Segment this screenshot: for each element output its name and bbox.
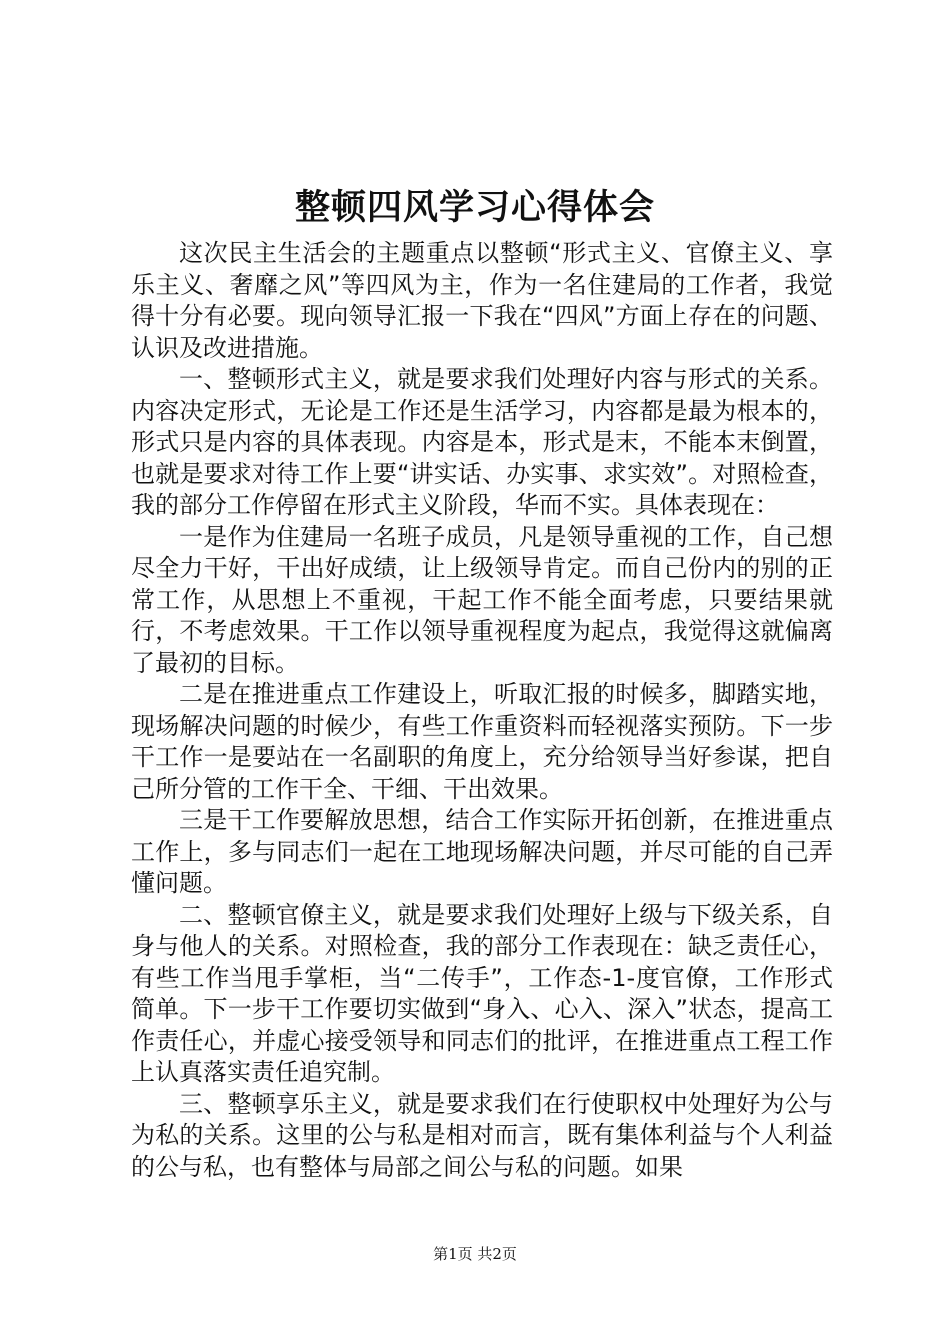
paragraph-point-three: 三是干工作要解放思想，结合工作实际开拓创新，在推进重点工作上，多与同志们一起在工地现场解决问题，并尽可能的自己弄懂问题。 [131, 806, 833, 897]
paragraph-bureaucratism: 二、整顿官僚主义，就是要求我们处理好上级与下级关系，自身与他人的关系。对照检查，我的部分工作表现在：缺乏责任心，有些工作当甩手掌柜，当“二传手”，工作态-1-度官僚，工作形式简单。下一步干工作要切实做到“身入、心入、深入”状态，提高工作责任心，并虚心接受领导和同志们的批评，在推进重点工程工作上认真落实责任追究制。 [131, 900, 833, 1086]
page-footer: 第1页 共2页 [433, 1245, 517, 1263]
paragraph-formalism: 一、整顿形式主义，就是要求我们处理好内容与形式的关系。内容决定形式，无论是工作还是生活学习，内容都是最为根本的，形式只是内容的具体表现。内容是本，形式是末，不能本末倒置，也就是要求对待工作上要“讲实话、办实事、求实效”。对照检查，我的部分工作停留在形式主义阶段，华而不实。具体表现在： [131, 365, 833, 519]
paragraph-point-one: 一是作为住建局一名班子成员，凡是领导重视的工作，自己想尽全力干好，干出好成绩，让上级领导肯定。而自己份内的别的正常工作，从思想上不重视，干起工作不能全面考虑，只要结果就行，不考虑效果。干工作以领导重视程度为起点，我觉得这就偏离了最初的目标。 [131, 522, 833, 677]
paragraph-point-two: 二是在推进重点工作建设上，听取汇报的时候多，脚踏实地，现场解决问题的时候少，有些工作重资料而轻视落实预防。下一步干工作一是要站在一名副职的角度上，充分给领导当好参谋，把自己所分管的工作干全、干细、干出效果。 [131, 680, 833, 803]
paragraph-intro: 这次民主生活会的主题重点以整顿“形式主义、官僚主义、享乐主义、奢靡之风”等四风为主，作为一名住建局的工作者，我觉得十分有必要。现向领导汇报一下我在“四风”方面上存在的问题、认识及改进措施。 [131, 239, 833, 362]
document-body [131, 238, 833, 1183]
document-title: 整顿四风学习心得体会 [294, 187, 655, 228]
paragraph-hedonism: 三、整顿享乐主义，就是要求我们在行使职权中处理好为公与为私的关系。这里的公与私是相对而言，既有集体利益与个人利益的公与私，也有整体与局部之间公与私的问题。如果 [131, 1089, 833, 1181]
